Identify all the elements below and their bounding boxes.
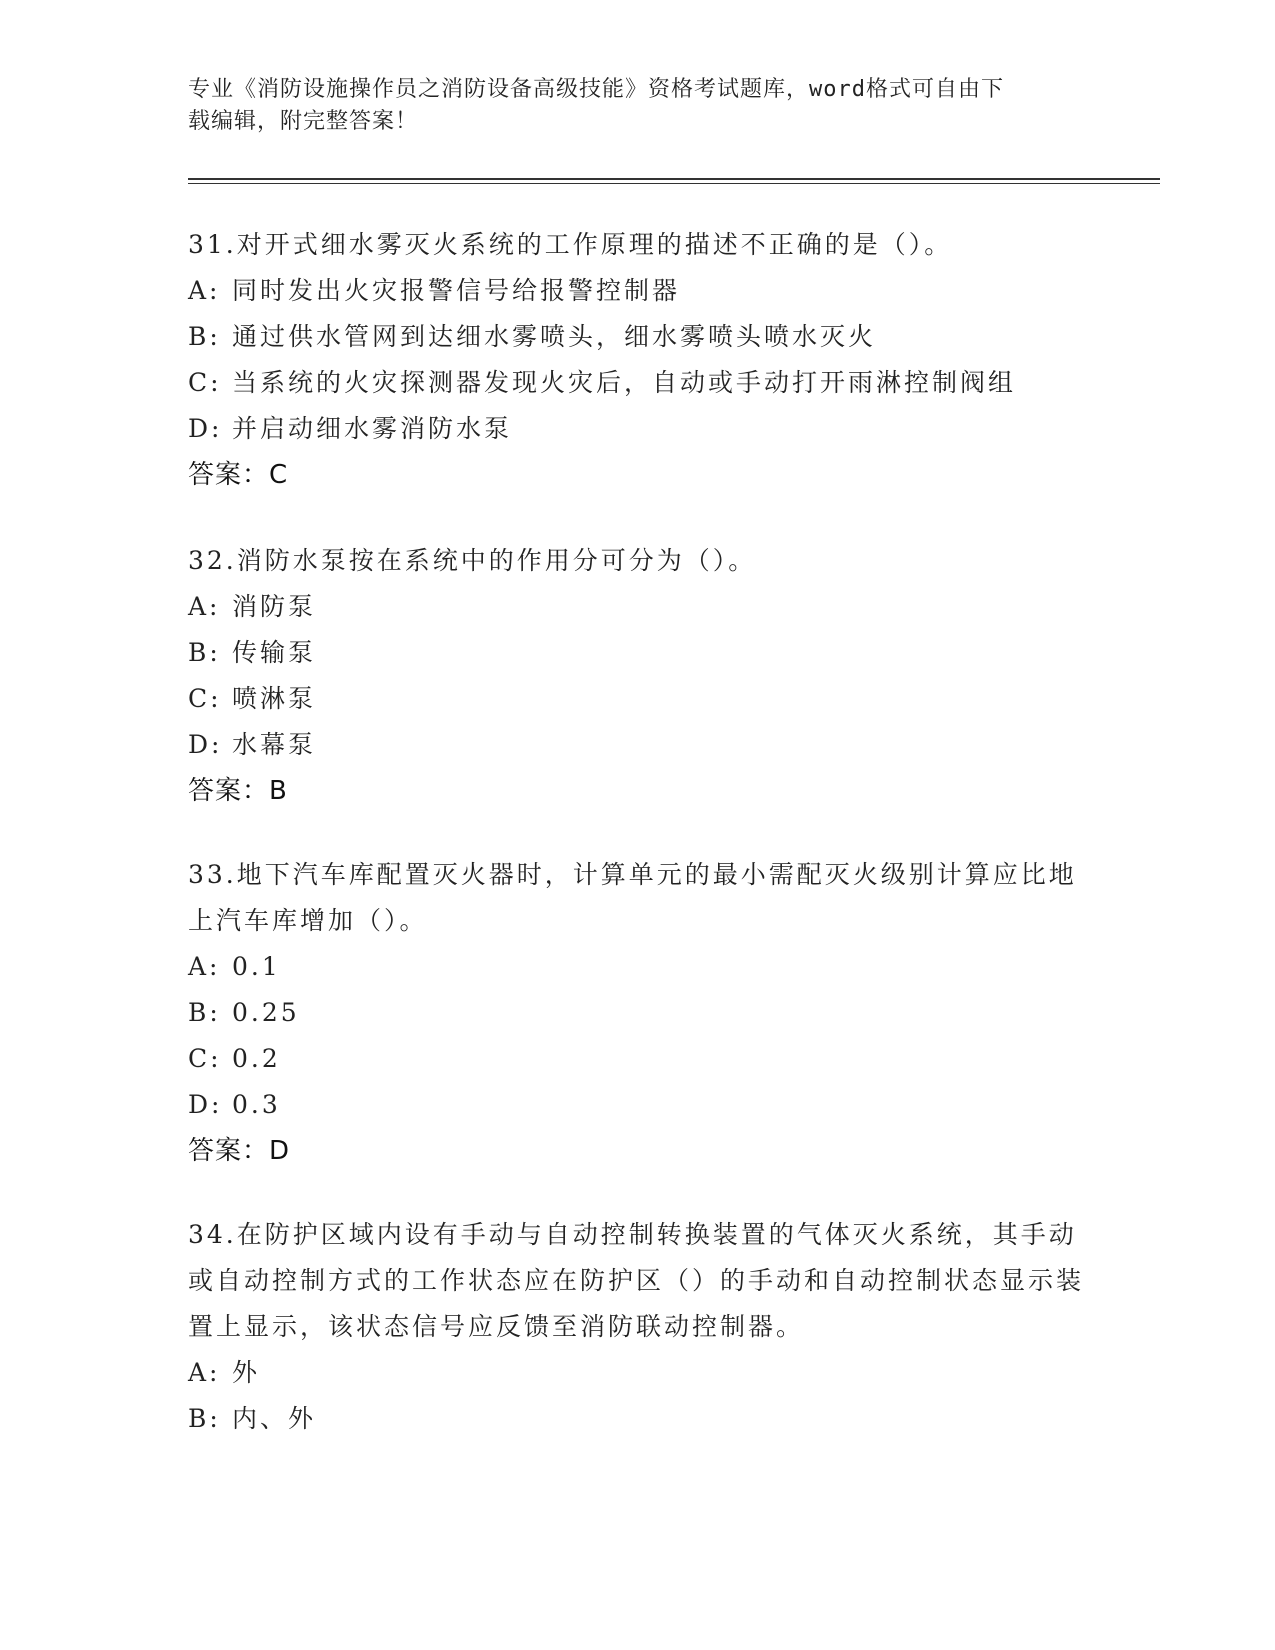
option-a (188, 584, 1088, 630)
question-stem: 31.对开式细水雾灭火系统的工作原理的描述不正确的是（）。 (188, 230, 953, 259)
option-text: 0.1 (232, 952, 281, 981)
option-key: C: (188, 1044, 222, 1073)
option-text: 通过供水管网到达细水雾喷头，细水雾喷头喷水灭火 (232, 322, 877, 351)
question-34 (188, 1212, 1088, 1442)
answer-line: 答案：D (188, 1136, 291, 1166)
option-key: A: (188, 276, 221, 305)
option-text: 传输泵 (232, 638, 317, 667)
option-key: D: (188, 414, 223, 443)
option-text: 并启动细水雾消防水泵 (232, 414, 513, 443)
option-text: 喷淋泵 (232, 684, 317, 713)
option-text: 外 (232, 1358, 261, 1387)
option-b (188, 1396, 1088, 1442)
header-divider-thick (188, 178, 1160, 180)
option-d (188, 1082, 1088, 1128)
option-key: C: (188, 368, 222, 397)
option-key: D: (188, 1090, 223, 1119)
header-line-2: 载编辑，附完整答案！ (188, 109, 419, 134)
option-b (188, 314, 1088, 360)
question-stem: 33.地下汽车库配置灭火器时，计算单元的最小需配灭火级别计算应比地上汽车库增加（）。 (188, 860, 1077, 935)
option-text: 0.3 (232, 1090, 281, 1119)
option-key: A: (188, 952, 221, 981)
option-text: 同时发出火灾报警信号给报警控制器 (232, 276, 681, 305)
option-key: A: (188, 592, 221, 621)
option-c (188, 676, 1088, 722)
option-text: 内、外 (232, 1404, 317, 1433)
option-key: B: (188, 638, 221, 667)
header-line-1: 专业《消防设施操作员之消防设备高级技能》资格考试题库，word格式可自由下 (188, 77, 1004, 102)
option-d (188, 406, 1088, 452)
answer-line: 答案：C (188, 460, 289, 490)
question-stem: 34.在防护区域内设有手动与自动控制转换装置的气体灭火系统，其手动或自动控制方式的工作状态应在防护区（）的手动和自动控制状态显示装置上显示，该状态信号应反馈至消防联动控制器。 (188, 1220, 1085, 1341)
option-a (188, 944, 1088, 990)
option-key: B: (188, 322, 221, 351)
option-key: A: (188, 1358, 221, 1387)
document-header (188, 74, 1088, 138)
option-c (188, 1036, 1088, 1082)
question-31 (188, 222, 1088, 498)
option-key: B: (188, 998, 221, 1027)
answer-line: 答案：B (188, 776, 288, 806)
question-33 (188, 852, 1088, 1174)
option-b (188, 990, 1088, 1036)
option-c (188, 360, 1088, 406)
question-32 (188, 538, 1088, 814)
option-key: D: (188, 730, 223, 759)
option-text: 0.2 (232, 1044, 281, 1073)
option-text: 0.25 (232, 998, 300, 1027)
option-text: 水幕泵 (232, 730, 317, 759)
header-divider-thin (188, 183, 1160, 184)
question-stem: 32.消防水泵按在系统中的作用分可分为（）。 (188, 546, 757, 575)
option-a (188, 268, 1088, 314)
option-key: B: (188, 1404, 221, 1433)
option-key: C: (188, 684, 222, 713)
option-a (188, 1350, 1088, 1396)
option-d (188, 722, 1088, 768)
option-b (188, 630, 1088, 676)
option-text: 消防泵 (232, 592, 317, 621)
option-text: 当系统的火灾探测器发现火灾后，自动或手动打开雨淋控制阀组 (232, 368, 1017, 397)
